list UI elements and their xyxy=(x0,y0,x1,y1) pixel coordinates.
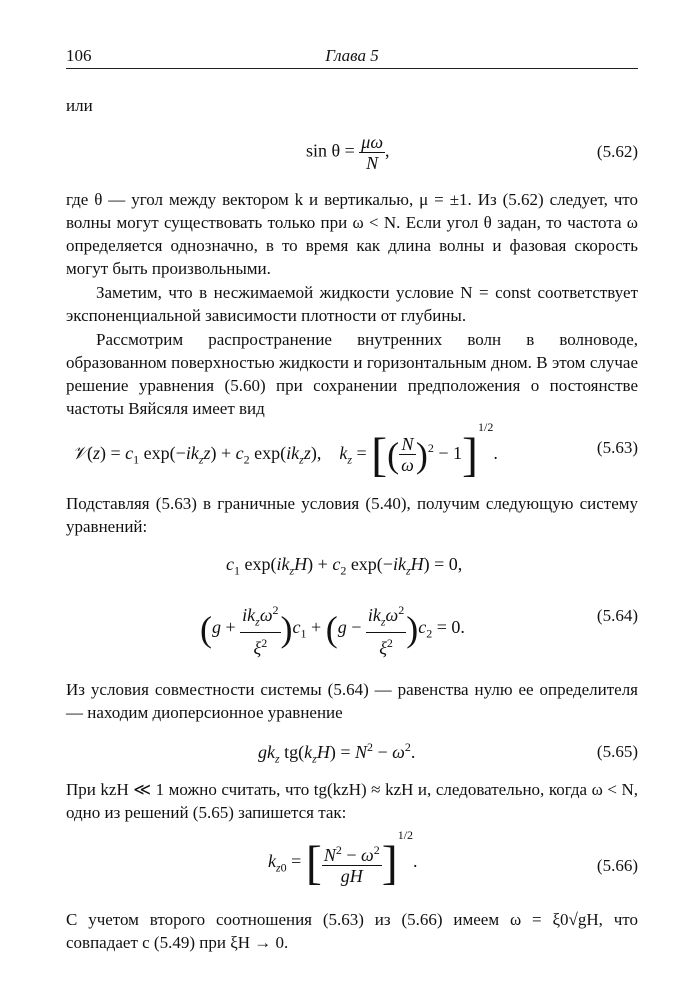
paragraph-7: С учетом второго соотношения (5.63) из (5.66) имеем ω = ξ0√gH, что совпадает с (5.49) при ξH → 0. xyxy=(66,910,638,952)
equation-5-63 xyxy=(66,414,638,484)
equation-5-65-expression: $gk_z$ $tg(k_zH) = N^2 - \omega^2$. xyxy=(258,740,416,766)
equation-5-66 xyxy=(66,822,638,902)
paragraph-3: Рассмотрим распространение внутренних волн в волноводе, образованном поверхностью жидкости и горизонтальным дном. В этом случае решение уравнения (5.60) при сохранении предположения о постоянстве частоты Вяйсяля имеет вид xyxy=(66,330,638,418)
equation-number-5-63: (5.63) xyxy=(596,438,638,457)
equation-5-63-expression: 𝒱(z) = $c_1$ $\exp(-ik_zz) + c_2$ $\exp(ik_zz)$, $k_z$ = [( $\frac{N}{\omega}$ )$^2$ − 1]$^{1/2}$. xyxy=(72,420,498,482)
running-head xyxy=(66,40,638,66)
paragraph-4: Подставляя (5.63) в граничные условия (5.40), получим следующую систему уравнений: xyxy=(66,494,638,536)
equation-5-64-line-2: (g + $\frac{ik_z\omega^2}{\xi^2}$ )$c_1 + (g$ − $\frac{ik_z\omega^2}{\xi^2}$ )$c_2 = 0$. xyxy=(200,600,465,658)
equation-number-5-64: (5.64) xyxy=(596,606,638,625)
equation-5-66-expression: $k_{z0}$ = [ $\frac{N^2 - \omega^2}{gH}$ ]$^{1/2}$. xyxy=(268,828,418,890)
equation-number-5-65: (5.65) xyxy=(596,742,638,761)
equation-5-62-expression: sin θ = $\frac{\mu\omega}{N}$ , xyxy=(306,132,390,173)
paragraph-2: Заметим, что в несжимаемой жидкости условие N = const соответствует экспоненциальной зависимости плотности от глубины. xyxy=(66,283,638,325)
header-rule xyxy=(66,68,638,69)
equation-5-62 xyxy=(66,128,638,178)
page-number: 106 xyxy=(66,46,92,65)
equation-number-5-62: (5.62) xyxy=(596,142,638,161)
book-page xyxy=(66,40,638,952)
text-ili: или xyxy=(66,96,93,115)
paragraph-5: Из условия совместности системы (5.64) — равенства нулю ее определителя — находим диоперсионное уравнение xyxy=(66,680,638,722)
equation-5-65 xyxy=(66,738,638,768)
equation-5-64-line-1: $c_1$ $\exp(ik_zH) + c_2$ $\exp(-ik_zH) = 0$, xyxy=(226,554,463,578)
paragraph-6: При kzH ≪ 1 можно считать, что tg(kzH) ≈ kzH и, следовательно, когда ω < N, одно из решений (5.65) запишется так: xyxy=(66,780,638,822)
equation-number-5-66: (5.66) xyxy=(596,856,638,875)
chapter-title: Глава 5 xyxy=(325,46,379,65)
equation-5-64 xyxy=(66,550,638,670)
paragraph-1: где θ — угол между вектором k и вертикалью, μ = ±1. Из (5.62) следует, что волны могут существовать только при ω < N. Если угол θ задан, то частота ω определяется однозначно, в то время как длина волны и фазовая скорость могут быть произвольными. xyxy=(66,190,638,278)
